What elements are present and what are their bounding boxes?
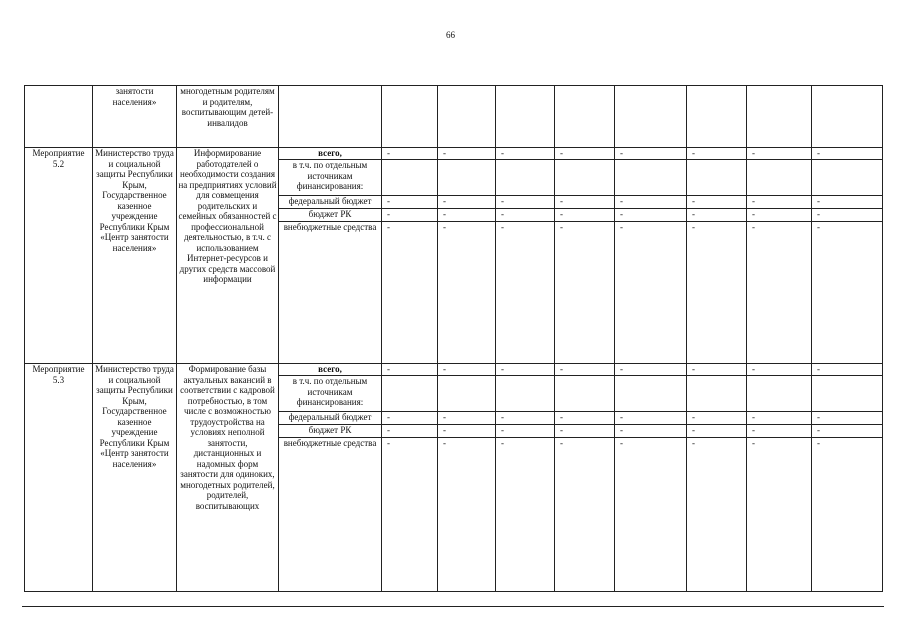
table-row: бюджет РК - - - - - - - - xyxy=(25,425,883,438)
source-total: всего, xyxy=(279,148,382,160)
executor-cell: занятости населения» xyxy=(93,86,177,148)
event-name: Мероприятие 5.3 xyxy=(25,364,93,592)
source-including: в т.ч. по отдельным источникам финансирования: xyxy=(279,160,382,196)
continuation-row xyxy=(25,86,883,148)
page-bottom-rule xyxy=(22,606,884,607)
source-federal: федеральный бюджет xyxy=(279,196,382,209)
table-row: Мероприятие 5.2 Министерство труда и социальной защиты Республики Крым, Государственное казенное учреждение Республики Крым «Центр занятости населения» Информирование работодателей о необходимости создания на предприятиях условий для совмещения родительских и семейных обязанностей с профессиональной деятельностью, в т.ч. с использованием Интернет-ресурсов и других средств массовой информации всего, - - - - - - - - xyxy=(25,148,883,160)
source-extra: внебюджетные средства xyxy=(279,222,382,364)
table-row: внебюджетные средства - - - - - - - - xyxy=(25,438,883,592)
event-content: Формирование базы актуальных вакансий в соответствии с кадровой потребностью, в том числе с возможностью трудоустройства на условиях неполной занятости, дистанционных и надомных форм занятости для одиноких, многодетных родителей, родителей, воспитывающих xyxy=(177,364,279,592)
event-executor: Министерство труда и социальной защиты Республики Крым, Государственное казенное учреждение Республики Крым «Центр занятости населения» xyxy=(93,148,177,364)
event-name: Мероприятие 5.2 xyxy=(25,148,93,364)
source-rk: бюджет РК xyxy=(279,209,382,222)
source-federal: федеральный бюджет xyxy=(279,412,382,425)
table-row: внебюджетные средства - - - - - - - - xyxy=(25,222,883,364)
source-extra: внебюджетные средства xyxy=(279,438,382,592)
table-row: бюджет РК - - - - - - - - xyxy=(25,209,883,222)
source-rk: бюджет РК xyxy=(279,425,382,438)
funding-table xyxy=(24,85,883,592)
source-total: всего, xyxy=(279,364,382,376)
table-row: федеральный бюджет - - - - - - - - xyxy=(25,196,883,209)
event-executor: Министерство труда и социальной защиты Республики Крым, Государственное казенное учреждение Республики Крым «Центр занятости населения» xyxy=(93,364,177,592)
table-row: Мероприятие 5.3 Министерство труда и социальной защиты Республики Крым, Государственное казенное учреждение Республики Крым «Центр занятости населения» Формирование базы актуальных вакансий в соответствии с кадровой потребностью, в том числе с возможностью трудоустройства на условиях неполной занятости, дистанционных и надомных форм занятости для одиноких, многодетных родителей, родителей, воспитывающих всего, - - - - - - - - xyxy=(25,364,883,376)
table-row: федеральный бюджет - - - - - - - - xyxy=(25,412,883,425)
page-number: 66 xyxy=(446,30,455,40)
content-cell: многодетным родителям и родителям, воспитывающим детей-инвалидов xyxy=(177,86,279,148)
event-content: Информирование работодателей о необходимости создания на предприятиях условий для совмещения родительских и семейных обязанностей с профессиональной деятельностью, в т.ч. с использованием Интернет-ресурсов и других средств массовой информации xyxy=(177,148,279,364)
source-including: в т.ч. по отдельным источникам финансирования: xyxy=(279,376,382,412)
event-cell xyxy=(25,86,93,148)
